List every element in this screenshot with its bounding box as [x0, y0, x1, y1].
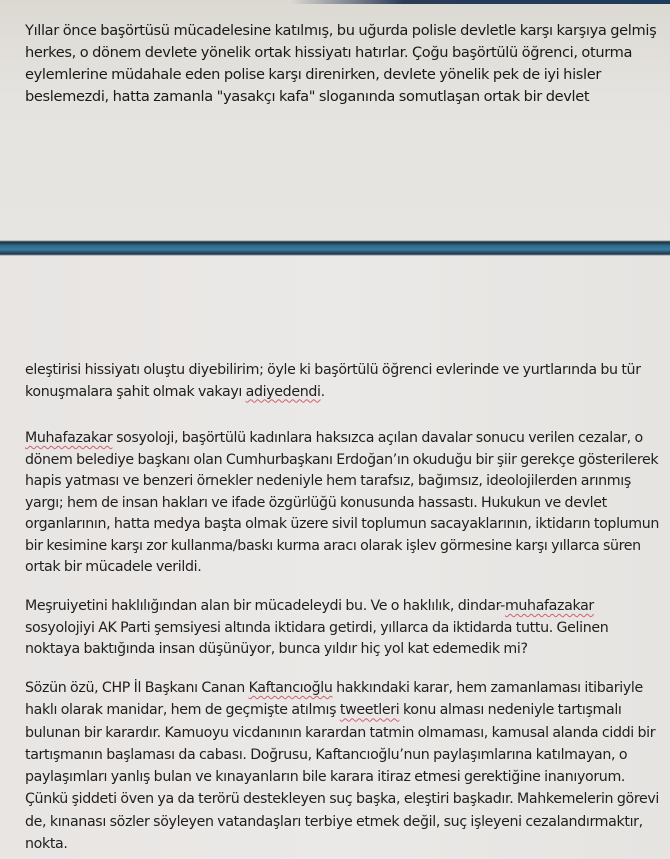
spellcheck-word[interactable]: Kaftancıoğlu	[248, 680, 333, 696]
paragraph-1: eleştirisi hissiyatı oluştu diyebilirim; öyle ki başörtülü öğrenci evlerinde ve yurtlarında bu tür konuşmalara şahit olmak vakayı adiyedendi.	[25, 362, 641, 400]
paragraph-top: Yıllar önce başörtüsü mücadelesine katılmış, bu uğurda polisle devletle karşı karşıya gelmiş herkes, o dönem devlete yönelik ortak hissiyatı hatırlar. Çoğu başörtülü öğrenci, oturma eylemlerine müdahale eden polise karşı direnirken, devlete yönelik pek de iyi hisler beslemezdi, hatta zamanla "yasakçı kafa" sloganında somutlaşan ortak bir devlet	[25, 22, 657, 105]
spellcheck-word[interactable]: adiyedendi	[245, 383, 321, 400]
paragraph-4: Sözün özü, CHP İl Başkanı Canan Kaftancıoğlu hakkındaki karar, hem zamanlaması itibariyle haklı olarak manidar, hem de geçmişte atılmış tweetleri konu alması nedeniyle tartışmalı bulunan bir karardır. Kamuoyu vicdanının karardan tatmin olmaması, kamusal alanda ciddi bir tartışmanın başlaması da cabası. Doğrusu, Kaftancıoğlu’nun paylaşımlarına katılmayan, o paylaşımları yanlış bulan ve kınayanların bile karara itiraz etmesi gerektiğine inanıyorum. Çünkü şiddeti öven ya da terörü destekleyen suç başka, eleştiri başkadır. Mahkemelerin görevi de, kınanası sözler söyleyen vatandaşları terbiye etmek değil, suç işleyeni cezalandırmaktır, nokta.	[25, 680, 660, 853]
page-divider-bar	[0, 240, 670, 256]
window-top-edge	[290, 0, 670, 4]
spellcheck-word[interactable]: muhafazakar	[504, 598, 594, 614]
spellcheck-word[interactable]: tweetleri	[339, 702, 400, 719]
paragraph-3: Meşruiyetini haklılığından alan bir mücadeleydi bu. Ve o haklılık, dindar-muhafazakar sosyolojiyi AK Parti şemsiyesi altında iktidara getirdi, yıllarca da iktidarda tuttu. Gelinen noktaya baktığında insan düşünüyor, bunca yıldır hiç yol kat edemedik mi?	[25, 598, 609, 657]
top-document-panel	[0, 0, 670, 240]
paragraph-2: Muhafazakar sosyoloji, başörtülü kadınlara haksızca açılan davalar sonucu verilen cezalar, o dönem belediye başkanı olan Cumhurbaşkanı Erdoğan’ın okuduğu bir şiir gerekçe gösterilerek hapis yatması ve benzeri örnekler nedeniyle hem tarafsız, bağımsız, ideolojilerden arınmış yargı; hem de insan hakları ve ifade özgürlüğü konusunda hassastı. Hukukun ve devlet organlarının, hatta medya başta olmak üzere sivil toplumun sacayaklarının, iktidarın toplumun bir kesimine karşı zor kullanma/baskı kurma aracı olarak işlev görmesine karşı yıllarca süren ortak bir mücadele verildi.	[25, 430, 660, 575]
spellcheck-word[interactable]: Muhafazakar	[25, 430, 113, 446]
